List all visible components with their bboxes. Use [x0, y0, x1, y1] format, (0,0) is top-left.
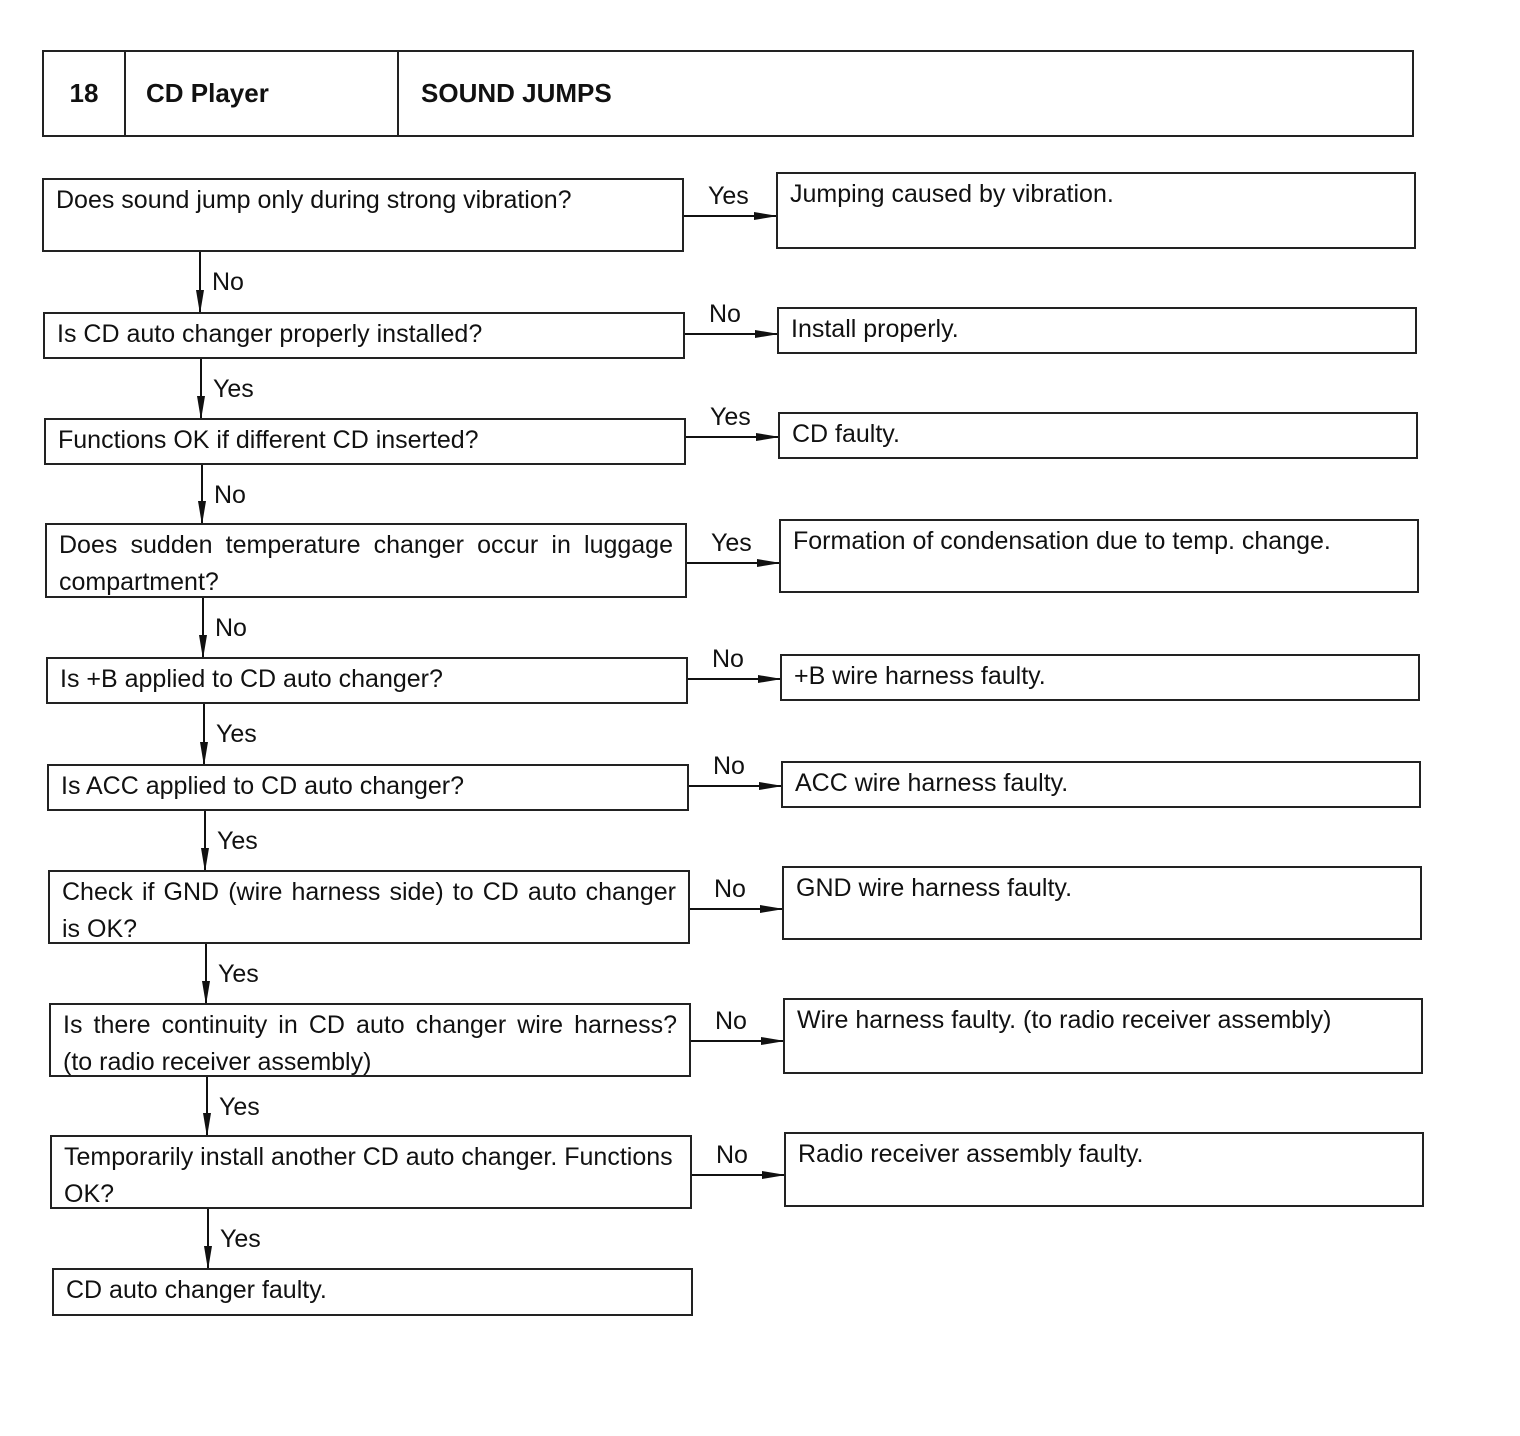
- side-label-8: No: [715, 1007, 747, 1035]
- down-label-6: Yes: [217, 827, 258, 855]
- down-label-9: Yes: [220, 1225, 261, 1253]
- down-label-2: Yes: [213, 375, 254, 403]
- question-box-2-text: Is CD auto changer properly installed?: [57, 320, 483, 348]
- side-label-5: No: [712, 645, 744, 673]
- question-box-8: [49, 1003, 691, 1077]
- final-result-box: [52, 1268, 693, 1316]
- result-box-4: [779, 519, 1419, 593]
- question-box-9: [50, 1135, 692, 1209]
- question-box-5: [46, 657, 688, 704]
- result-box-1: [776, 172, 1416, 249]
- question-box-3: [44, 418, 686, 465]
- result-box-3: [778, 412, 1418, 459]
- down-label-7: Yes: [218, 960, 259, 988]
- result-box-5-text: +B wire harness faulty.: [794, 662, 1046, 690]
- result-box-9-text: Radio receiver assembly faulty.: [798, 1140, 1144, 1168]
- result-box-3-text: CD faulty.: [792, 420, 900, 448]
- section-title: SOUND JUMPS: [421, 78, 612, 108]
- side-label-6: No: [713, 752, 745, 780]
- side-label-2: No: [709, 300, 741, 328]
- down-label-5: Yes: [216, 720, 257, 748]
- result-box-8: [783, 998, 1423, 1074]
- side-label-4: Yes: [711, 529, 752, 557]
- side-label-3: Yes: [710, 403, 751, 431]
- question-box-3-text: Functions OK if different CD inserted?: [58, 426, 479, 454]
- down-label-8: Yes: [219, 1093, 260, 1121]
- question-box-4-text: Does sudden temperature changer occur in luggage compartment?: [59, 531, 673, 596]
- down-label-4: No: [215, 614, 247, 642]
- result-box-7-text: GND wire harness faulty.: [796, 874, 1073, 902]
- side-label-9: No: [716, 1141, 748, 1169]
- result-box-8-text: Wire harness faulty. (to radio receiver assembly): [797, 1006, 1332, 1034]
- result-box-6-text: ACC wire harness faulty.: [795, 769, 1069, 797]
- section-number: 18: [44, 52, 126, 135]
- result-box-7: [782, 866, 1422, 940]
- result-box-4-text: Formation of condensation due to temp. change.: [793, 527, 1331, 555]
- result-box-1-text: Jumping caused by vibration.: [790, 180, 1114, 208]
- question-box-4: [45, 523, 687, 598]
- side-label-7: No: [714, 875, 746, 903]
- side-label-1: Yes: [708, 182, 749, 210]
- final-result-box-text: CD auto changer faulty.: [66, 1276, 327, 1304]
- question-box-7-text: Check if GND (wire harness side) to CD auto changer is OK?: [62, 878, 676, 943]
- question-box-5-text: Is +B applied to CD auto changer?: [60, 665, 443, 693]
- result-box-2-text: Install properly.: [791, 315, 959, 343]
- down-label-1: No: [212, 268, 244, 296]
- result-box-2: [777, 307, 1417, 354]
- question-box-1-text: Does sound jump only during strong vibration?: [56, 186, 572, 214]
- question-box-6-text: Is ACC applied to CD auto changer?: [61, 772, 465, 800]
- question-box-9-text: Temporarily install another CD auto changer. Functions OK?: [64, 1143, 673, 1208]
- question-box-8-text: Is there continuity in CD auto changer wire harness? (to radio receiver assembly): [63, 1011, 677, 1076]
- question-box-2: [43, 312, 685, 359]
- result-box-6: [781, 761, 1421, 808]
- question-box-1: [42, 178, 684, 252]
- section-category: CD Player: [126, 52, 399, 135]
- question-box-6: [47, 764, 689, 811]
- question-box-7: [48, 870, 690, 944]
- down-label-3: No: [214, 481, 246, 509]
- result-box-9: [784, 1132, 1424, 1207]
- result-box-5: [780, 654, 1420, 701]
